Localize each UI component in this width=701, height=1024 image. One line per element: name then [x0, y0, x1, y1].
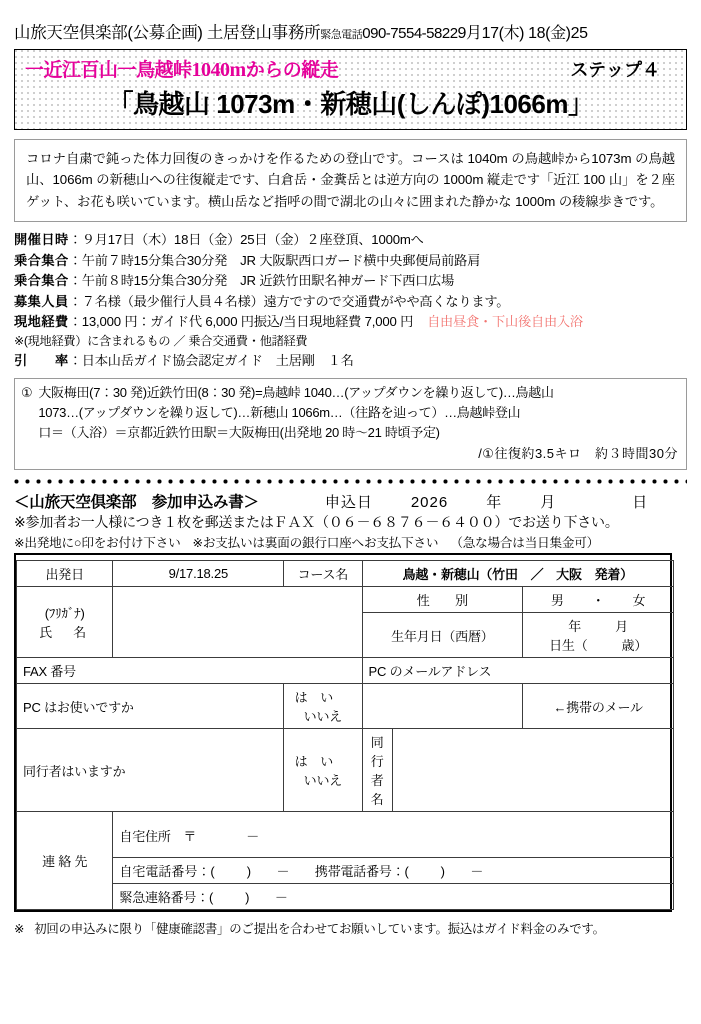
pc-option-no[interactable]: いいえ: [303, 709, 343, 725]
detail-label-meetup-takeda: 乗合集合: [14, 273, 69, 289]
footer-note-mark: ※: [14, 922, 25, 937]
org-name: 山旅天空倶楽部(公募企画) 土居登山事務所: [14, 24, 321, 42]
cell-contact-label: 連 絡 先: [17, 812, 113, 910]
itinerary-line-1: 大阪梅田(7：30 発)近鉄竹田(8：30 発)=鳥越峠 1040…(アップダウンを繰り返して)…鳥越山: [38, 384, 554, 400]
table-row-home-address: [17, 812, 674, 858]
mobile-phone-label: 携帯電話番号：(: [314, 864, 409, 880]
cell-name-label: [17, 587, 113, 658]
cell-companion-name-label: 同行者名: [362, 729, 392, 812]
emergency-phone-label: 緊急電話: [320, 29, 363, 41]
detail-row-meetup-takeda: [14, 271, 687, 291]
detail-row-capacity: [14, 292, 687, 312]
itinerary-lines: [21, 383, 678, 443]
table-row-furigana-gender: [17, 587, 674, 613]
application-title: ＜山旅天空倶楽部 参加申込み書＞: [14, 494, 259, 512]
companion-option-yes[interactable]: は い: [294, 754, 334, 770]
table-row-companion: [17, 729, 674, 812]
application-note-2a: ※出発地に○印をお付け下さい: [14, 536, 181, 551]
table-row-phones: [17, 858, 674, 884]
cell-gender-label: 性 別: [362, 587, 523, 613]
title-main: 「鳥越山 1073m・新穂山(しんぽ)1066m」: [107, 88, 594, 119]
detail-row-meetup-osaka: [14, 251, 687, 271]
details-list: [14, 230, 687, 372]
detail-included-note: ※(現地経費）に含まれるもの ／ 乗合交通費・他諸経費: [14, 334, 308, 349]
cell-departure-value[interactable]: 9/17.18.25: [113, 561, 284, 587]
description-text: コロナ自粛で鈍った体力回復のきっかけを作るための登山です。コースは 1040m の鳥越峠から1073m の鳥越山、1066m の新穂山への往復縦走です、白倉岳・金糞岳とは逆方向の 1000m 縦走です「近江 100 山」を２座ゲット、お花も咲いています。横山岳など指呼の間で湖北の山々に囲まれた静かな 1000m の稜線歩きです。: [26, 150, 675, 209]
itinerary-line-3: 口＝（入浴）＝京都近鉄竹田駅＝大阪梅田(出発地 20 時〜21 時頃予定): [38, 425, 440, 441]
cell-home-address[interactable]: [113, 812, 674, 858]
cell-course-label: コース名: [284, 561, 362, 587]
cell-mobile-mail-note: ←携帯のメール: [523, 684, 674, 729]
table-row-pc-question: [17, 684, 674, 729]
emergency-number-dash: －: [274, 890, 288, 906]
detail-value-meetup-takeda: ：午前８時15分集合30分発 JR 近鉄竹田駅名神ガード下西口広場: [68, 273, 455, 289]
footer-note: [14, 919, 687, 937]
detail-value-meetup-osaka: ：午前７時15分集合30分発 JR 大阪駅西口ガード横中央郵便局前路肩: [68, 252, 481, 268]
detail-label-date: 開催日時: [14, 232, 69, 248]
cell-gender-options[interactable]: [523, 587, 674, 613]
detail-row-fee: [14, 312, 687, 332]
cell-pcmail-label[interactable]: PC のメールアドレス: [362, 658, 673, 684]
home-address-label: 自宅住所 〒: [119, 828, 197, 844]
cell-pc-question: PC はお使いですか: [17, 684, 284, 729]
table-row-emergency-contact: [17, 884, 674, 910]
detail-value-fee: ：13,000 円：ガイド代 6,000 円振込/当日現地経費 7,000 円: [68, 314, 414, 329]
cell-dob-label: 生年月日（西暦）: [362, 613, 523, 658]
cell-pc-yesno[interactable]: [284, 684, 362, 729]
title-box: [14, 49, 687, 130]
detail-row-guide: [14, 351, 687, 371]
footer-note-text: 初回の申込みに限り「健康確認書」のご提出を合わせてお願いしています。振込はガイド料金のみです。: [34, 922, 605, 937]
title-line-1: [25, 55, 676, 82]
cell-companion-name-input[interactable]: [392, 729, 673, 812]
detail-label-fee: 現地経費: [14, 314, 69, 329]
itinerary-line-2: 1073…(アップダウンを繰り返して)…新穂山 1066m…（往路を辿って）…鳥越峠登山: [38, 404, 521, 420]
detail-label-guide: 引 率: [14, 353, 69, 369]
cell-fax-label[interactable]: FAX 番号: [17, 658, 363, 684]
companion-option-no[interactable]: いいえ: [303, 773, 343, 789]
application-date-row: [259, 491, 687, 512]
gender-option-male[interactable]: 男: [550, 593, 564, 609]
title-route-text: 一近江百山一鳥越峠: [25, 59, 192, 81]
table-row-fax-email: [17, 658, 674, 684]
cell-course-value: 鳥越・新穂山（竹田 ／ 大阪 発着）: [362, 561, 673, 587]
application-note-1: ※参加者お一人様につき１枚を郵送またはＦＡＸ（０６－６８７６－６４００）でお送り下さい。: [14, 514, 619, 531]
mobile-phone-close: ): [440, 864, 445, 880]
title-route: [25, 55, 338, 82]
home-phone-dash: －: [276, 864, 290, 880]
application-date-day-unit: 日: [632, 494, 649, 512]
application-header: [14, 490, 687, 512]
header-dates: 9月17(木) 18(金)25: [457, 25, 588, 42]
table-row-departure: [17, 561, 674, 587]
itinerary-body: [38, 383, 678, 443]
dob-month-unit: 月: [615, 619, 628, 635]
emergency-phone-number: 090-7554-5822: [362, 25, 458, 42]
home-address-dash: －: [246, 828, 260, 844]
cell-pc-mail-input[interactable]: [362, 684, 523, 729]
detail-label-meetup-osaka: 乗合集合: [14, 252, 69, 268]
description-box: [14, 139, 687, 223]
title-route-suffix: からの縦走: [245, 59, 339, 81]
gender-separator: ・: [591, 593, 605, 609]
application-note-2: [14, 534, 687, 553]
cell-name-label-text: 氏 名: [39, 625, 91, 641]
cell-departure-label: 出発日: [17, 561, 113, 587]
dob-day-unit: 日生（: [549, 638, 588, 654]
cell-name-input[interactable]: [113, 587, 362, 658]
application-form-frame: [14, 553, 672, 912]
dotted-divider: [14, 479, 687, 484]
application-date-year: 2026: [410, 494, 449, 512]
application-note-2c: （急な場合は当日集金可）: [450, 536, 600, 551]
emergency-number-close: ): [245, 890, 250, 906]
application-form-table: [16, 560, 674, 910]
detail-value-capacity: ：７名様（最少催行人員４名様）遠方ですので交通費がやや高くなります。: [68, 293, 510, 309]
detail-fee-highlight: 自由昼食・下山後自由入浴: [427, 314, 583, 329]
home-phone-close: ): [246, 864, 251, 880]
detail-value-guide: ：日本山岳ガイド協会認定ガイド 土居剛 １名: [68, 353, 354, 369]
title-step-badge: ステップ４: [570, 59, 660, 80]
detail-row-date: [14, 230, 687, 250]
title-route-elevation: 1040m: [191, 58, 246, 81]
itinerary-total: /①往復約3.5キロ 約３時間30分: [478, 446, 678, 462]
detail-value-date: ：９月17日（木）18日（金）25日（金）２座登頂、1000mへ: [68, 232, 424, 248]
application-note-2b: ※お支払いは裏面の銀行口座へお支払下さい: [192, 536, 439, 551]
home-phone-label: 自宅電話番号：(: [119, 864, 215, 880]
dob-year-unit: 年: [568, 619, 582, 635]
application-date-month-unit: 月: [540, 494, 557, 512]
itinerary-box: [14, 378, 687, 471]
cell-dob-input[interactable]: [523, 613, 674, 658]
cell-companion-question: 同行者はいますか: [17, 729, 284, 812]
detail-label-capacity: 募集人員: [14, 293, 69, 309]
emergency-number-label: 緊急連絡番号：(: [119, 890, 214, 906]
gender-option-female[interactable]: 女: [632, 593, 646, 609]
cell-emergency-number[interactable]: [113, 884, 674, 910]
pc-option-yes[interactable]: は い: [294, 690, 334, 706]
application-date-year-unit: 年: [486, 494, 503, 512]
cell-companion-yesno[interactable]: [284, 729, 362, 812]
cell-furigana-label: (ﾌﾘｶﾞﾅ): [44, 606, 85, 622]
cell-phone-numbers[interactable]: [113, 858, 674, 884]
dob-age-unit: 歳）: [621, 638, 648, 654]
itinerary-number: ①: [21, 384, 33, 400]
application-date-label: 申込日: [324, 494, 373, 512]
org-header: [14, 0, 687, 43]
mobile-phone-dash: －: [470, 864, 484, 880]
